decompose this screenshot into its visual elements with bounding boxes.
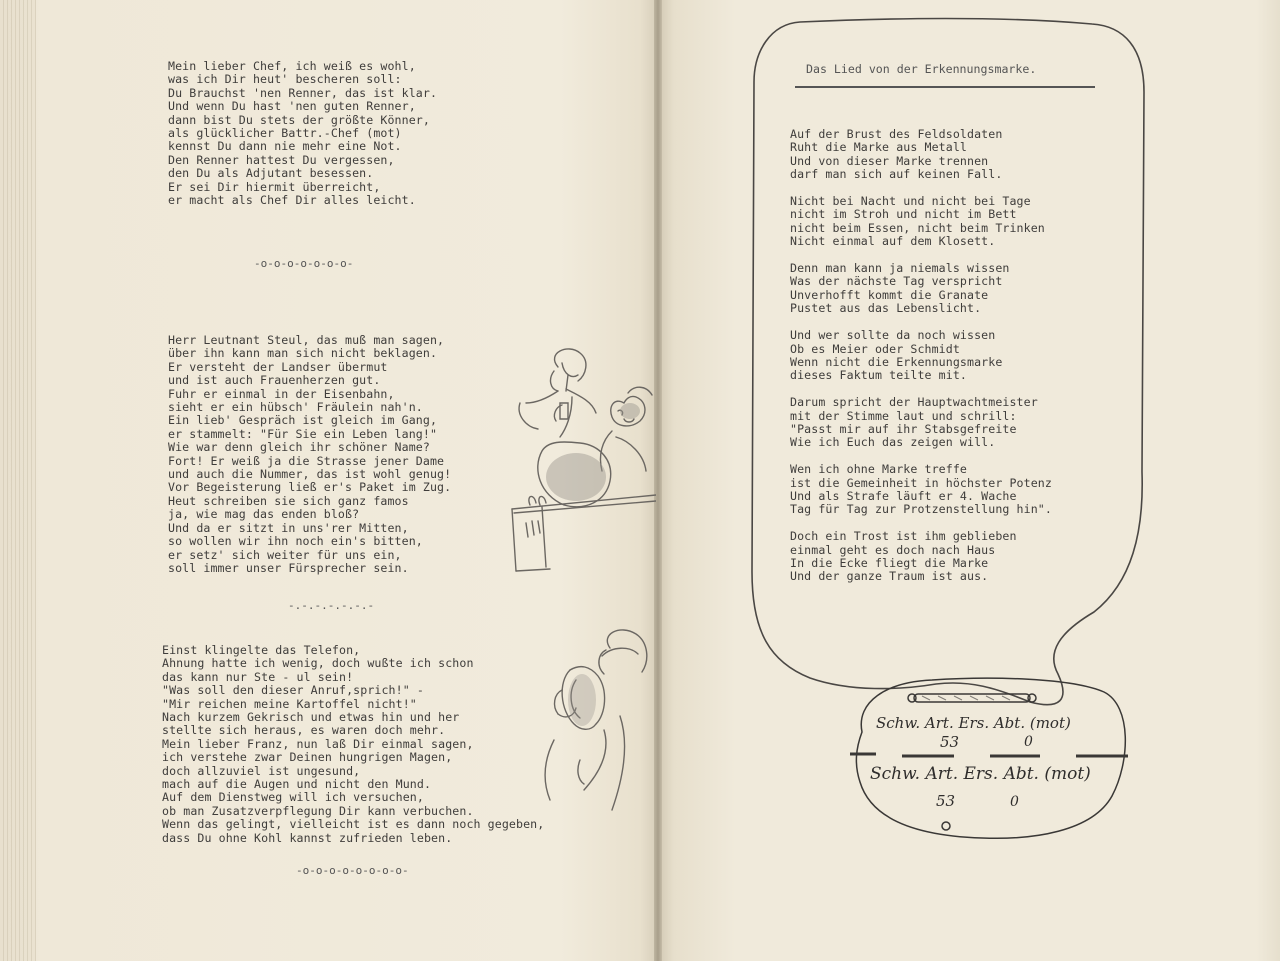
poem-line: er setz' sich weiter für uns ein, (168, 547, 402, 562)
song-line: mit der Stimme laut und schrill: (790, 408, 1017, 423)
poem-line: Ein lieb' Gespräch ist gleich im Gang, (168, 413, 438, 428)
poem-leutnant-steul (168, 334, 451, 575)
poem-renner (168, 60, 437, 207)
poem-line: dann bist Du stets der größte Könner, (168, 112, 430, 127)
poem-line: Auf dem Dienstweg will ich versuchen, (162, 790, 424, 805)
tag-number-1: 53 (940, 733, 960, 751)
song-line: Ruht die Marke aus Metall (790, 140, 968, 155)
poem-line: er macht als Chef Dir alles leicht. (168, 193, 416, 208)
title-underline (795, 86, 1095, 88)
song-line: einmal geht es doch nach Haus (790, 542, 996, 557)
tag-line-1: Schw. Art. Ers. Abt. (mot) (876, 714, 1071, 732)
song-line: Ob es Meier oder Schmidt (790, 341, 960, 356)
poem-line: was ich Dir heut' bescheren soll: (168, 72, 402, 87)
song-line: Und wer sollte da noch wissen (790, 328, 996, 343)
poem-line: ja, wie mag das enden bloß? (168, 507, 360, 522)
poem-line: und ist auch Frauenherzen gut. (168, 373, 381, 388)
poem-line: Wie war denn gleich ihr schöner Name? (168, 440, 430, 455)
song-line: ist die Gemeinheit in höchster Potenz (790, 475, 1052, 490)
song-line: In die Ecke fliegt die Marke (790, 556, 989, 570)
poem-line: ich verstehe zwar Deinen hungrigen Magen, (162, 750, 453, 765)
poem-line: Nach kurzem Gekrisch und etwas hin und her (162, 710, 460, 725)
sketch-telephone (540, 620, 650, 820)
poem-line: über ihn kann man sich nicht beklagen. (168, 346, 438, 361)
song-line: Nicht einmal auf dem Klosett. (790, 234, 996, 249)
song-line: Und von dieser Marke trennen (790, 153, 989, 168)
song-line: Nicht bei Nacht und nicht bei Tage (790, 194, 1031, 209)
song-line: Auf der Brust des Feldsoldaten (790, 127, 1003, 141)
song-line: nicht im Stroh und nicht im Bett (790, 207, 1017, 222)
song-stanzas (790, 128, 1052, 584)
poem-line: dass Du ohne Kohl kannst zufrieden leben. (162, 830, 453, 845)
song-line: Doch ein Trost ist ihm geblieben (790, 529, 1017, 544)
page-edges (0, 0, 36, 961)
poem-line: kennst Du dann nie mehr eine Not. (168, 139, 402, 154)
dog-tag-drawing (842, 672, 1132, 842)
tag-sub-2: 0 (1010, 794, 1019, 810)
poem-line: Er sei Dir hiermit überreicht, (168, 179, 381, 194)
poem-line: Einst klingelte das Telefon, (162, 643, 361, 657)
tag-sub-1: 0 (1024, 734, 1033, 750)
song-line: Was der nächste Tag verspricht (790, 274, 1003, 289)
poem-line: "Was soll den dieser Anruf,sprich!" - (162, 683, 424, 698)
poem-line: doch allzuviel ist ungesund, (162, 763, 361, 778)
song-line: dieses Faktum teilte mit. (790, 368, 968, 383)
poem-telefon (162, 644, 544, 845)
song-line: Pustet aus das Lebenslicht. (790, 301, 982, 316)
song-line: Denn man kann ja niemals wissen (790, 261, 1010, 276)
poem-line: Vor Begeisterung ließ er's Paket im Zug. (168, 480, 452, 495)
poem-line: Fort! Er weiß ja die Strasse jener Dame (168, 453, 445, 468)
song-line: Wenn nicht die Erkennungsmarke (790, 354, 1003, 369)
poem-line: als glücklicher Battr.-Chef (mot) (168, 126, 402, 141)
song-line: nicht beim Essen, nicht beim Trinken (790, 220, 1045, 235)
poem-line: das kann nur Ste - ul sein! (162, 669, 354, 684)
tag-line-2: Schw. Art. Ers. Abt. (mot) (870, 764, 1091, 784)
poem-line: soll immer unser Fürsprecher sein. (168, 560, 409, 575)
song-line: Tag für Tag zur Protzenstellung hin". (790, 502, 1052, 517)
poem-line: Den Renner hattest Du vergessen, (168, 152, 395, 167)
song-line: Wie ich Euch das zeigen will. (790, 435, 996, 450)
song-line: Und als Strafe läuft er 4. Wache (790, 488, 1017, 503)
poem-line: Und wenn Du hast 'nen guten Renner, (168, 99, 416, 114)
poem-line: er stammelt: "Für Sie ein Leben lang!" (168, 426, 438, 441)
poem-line: sieht er ein hübsch' Fräulein nah'n. (168, 400, 423, 415)
poem-line: Herr Leutnant Steul, das muß man sagen, (168, 333, 445, 347)
poem-line: Mein lieber Franz, nun laß Dir einmal sagen, (162, 736, 474, 751)
poem-line: ob man Zusatzverpflegung Dir kann verbuchen. (162, 803, 474, 818)
poem-line: Heut schreiben sie sich ganz famos (168, 493, 409, 508)
poem-line: Du Brauchst 'nen Renner, das ist klar. (168, 85, 438, 100)
poem-line: so wollen wir ihn noch ein's bitten, (168, 534, 423, 549)
song-line: Unverhofft kommt die Granate (790, 287, 989, 302)
song-line: Und der ganze Traum ist aus. (790, 569, 989, 584)
tag-number-2: 53 (936, 792, 956, 810)
poem-line: den Du als Adjutant besessen. (168, 166, 374, 181)
song-line: "Passt mir auf ihr Stabsgefreite (790, 421, 1017, 436)
song-line: Darum spricht der Hauptwachtmeister (790, 395, 1038, 410)
poem-line: Mein lieber Chef, ich weiß es wohl, (168, 59, 416, 73)
poem-line: Wenn das gelingt, vielleicht ist es dann noch gegeben, (162, 817, 545, 832)
poem-line: stellte sich heraus, es waren doch mehr. (162, 723, 446, 738)
poem-line: und auch die Nummer, das ist wohl genug! (168, 467, 452, 482)
song-title: Das Lied von der Erkennungsmarke. (806, 62, 1037, 76)
divider-2: -.-.-.-.-.-.- (288, 599, 375, 612)
poem-line: Er versteht der Landser übermut (168, 359, 388, 374)
poem-line: mach auf die Augen und nicht den Mund. (162, 777, 432, 792)
poem-line: Ahnung hatte ich wenig, doch wußte ich schon (162, 656, 474, 671)
poem-line: Fuhr er einmal in der Eisenbahn, (168, 386, 395, 401)
divider-1: -o-o-o-o-o-o-o- (254, 257, 354, 270)
poem-line: Und da er sitzt in uns'rer Mitten, (168, 520, 409, 535)
song-line: darf man sich auf keinen Fall. (790, 167, 1003, 182)
divider-3: -o-o-o-o-o-o-o-o- (296, 864, 409, 877)
song-line: Wen ich ohne Marke treffe (790, 462, 968, 477)
sketch-train-couple (506, 345, 656, 585)
poem-line: "Mir reichen meine Kartoffel nicht!" (162, 696, 417, 711)
